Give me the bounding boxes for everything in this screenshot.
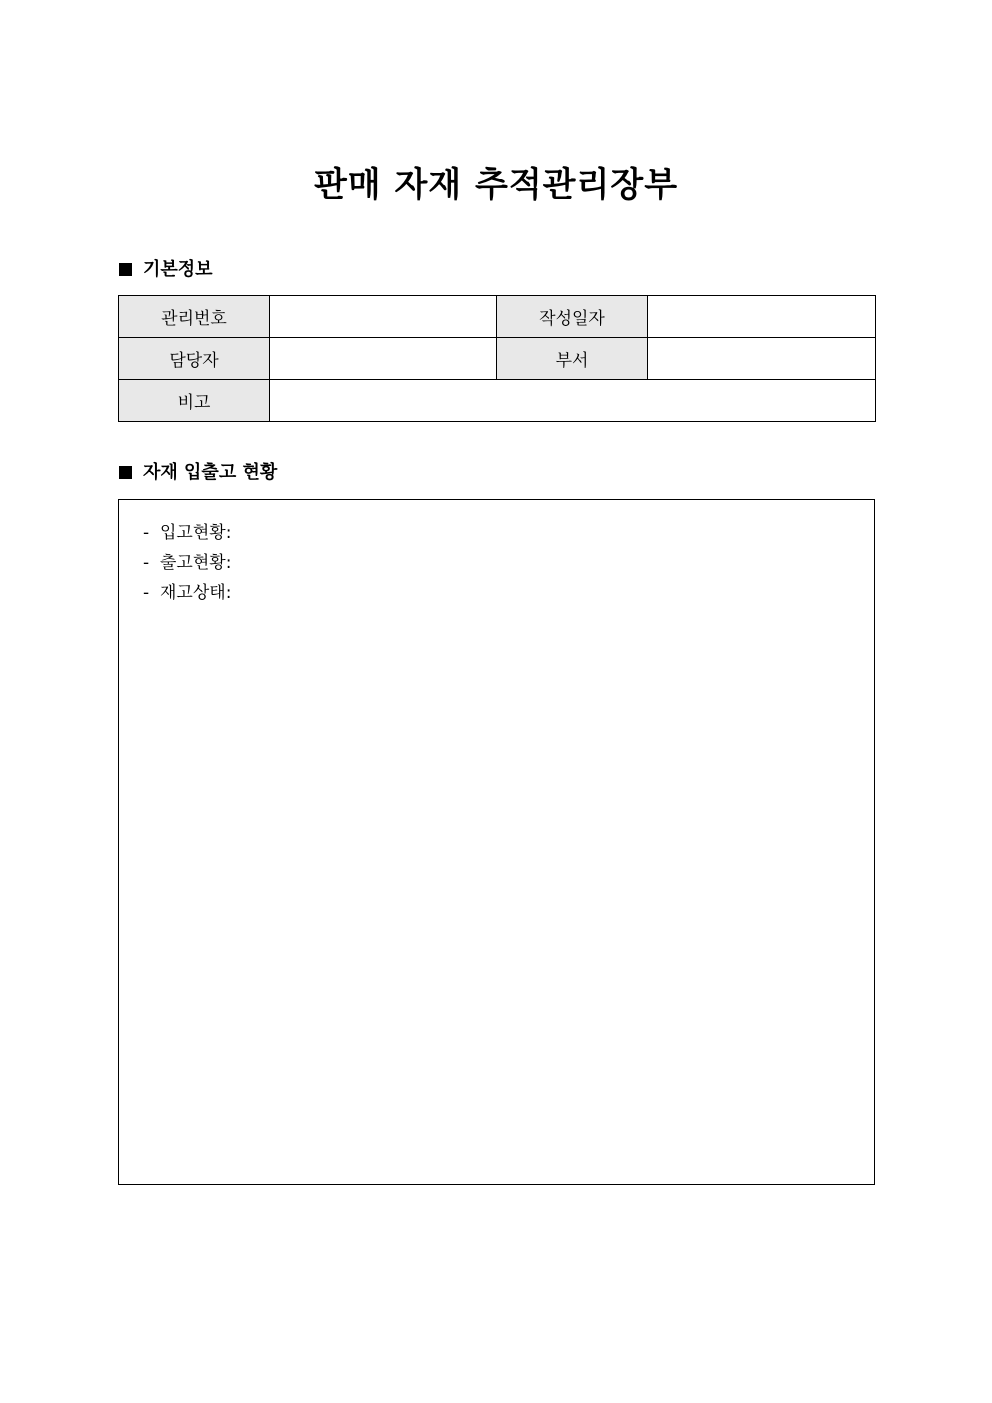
list-item xyxy=(143,518,874,548)
square-bullet-icon xyxy=(119,466,132,479)
section-heading-label: 기본정보 xyxy=(143,259,213,280)
section-heading-label: 자재 입출고 현황 xyxy=(143,462,278,483)
date-written-field[interactable] xyxy=(648,296,876,338)
outbound-status-label: 출고현황: xyxy=(160,553,232,573)
dash-bullet: - xyxy=(143,583,150,603)
list-item xyxy=(143,578,874,608)
person-in-charge-label: 담당자 xyxy=(119,338,270,380)
remarks-label: 비고 xyxy=(119,380,270,422)
section-heading-basic-info xyxy=(119,259,213,281)
square-bullet-icon xyxy=(119,263,132,276)
table-row xyxy=(119,338,876,380)
dash-bullet: - xyxy=(143,553,150,573)
inbound-status-label: 입고현황: xyxy=(160,523,232,543)
department-field[interactable] xyxy=(648,338,876,380)
list-item xyxy=(143,548,874,578)
remarks-field[interactable] xyxy=(270,380,876,422)
section-heading-material-status xyxy=(119,462,277,484)
material-status-list xyxy=(119,500,874,608)
dash-bullet: - xyxy=(143,523,150,543)
basic-info-table xyxy=(118,295,876,422)
page-title: 판매 자재 추적관리장부 xyxy=(313,165,679,205)
date-written-label: 작성일자 xyxy=(497,296,648,338)
person-in-charge-field[interactable] xyxy=(270,338,497,380)
material-status-box[interactable] xyxy=(118,499,875,1185)
table-row xyxy=(119,296,876,338)
management-no-label: 관리번호 xyxy=(119,296,270,338)
management-no-field[interactable] xyxy=(270,296,497,338)
inventory-status-label: 재고상태: xyxy=(160,583,232,603)
department-label: 부서 xyxy=(497,338,648,380)
table-row xyxy=(119,380,876,422)
